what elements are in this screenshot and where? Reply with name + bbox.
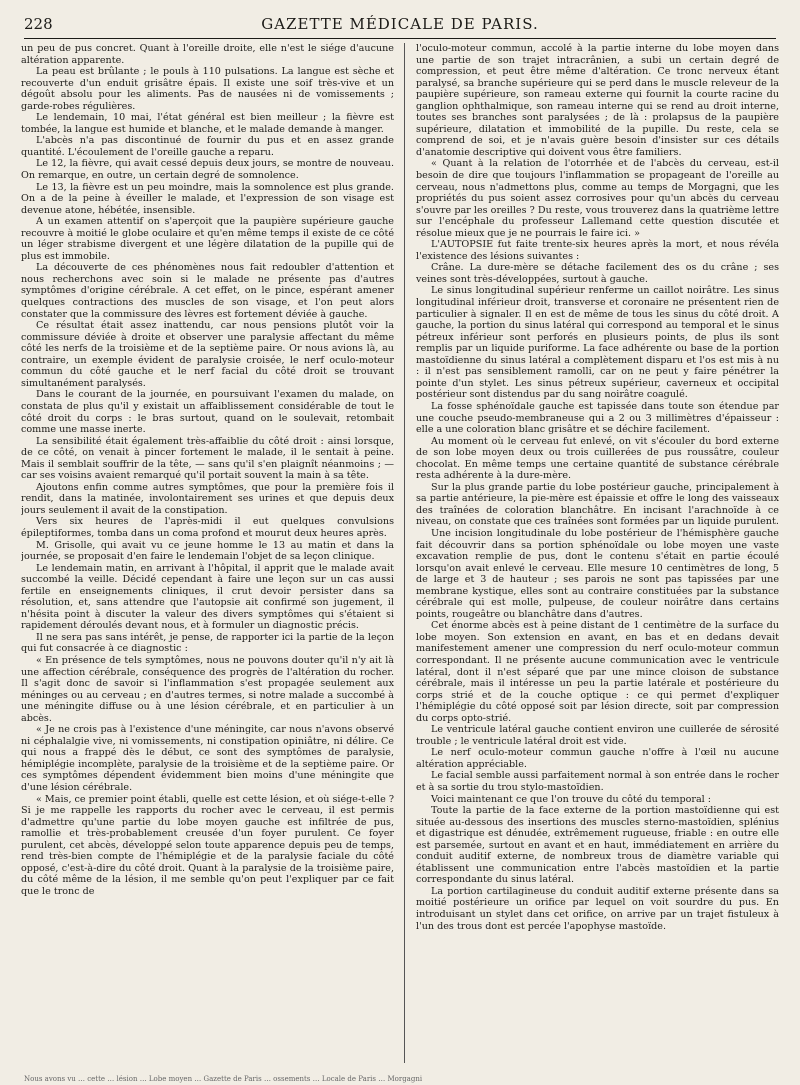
paragraph: La portion cartilagineuse du conduit auditif externe présente dans sa moitié postérieure un orifice par lequel on voit sourdre du pus. En introduisant un stylet dans cet orifice, on arrive par un trajet fistuleux à l'un des trous dont est percée l'apophyse mastoïde. <box>416 885 779 932</box>
paragraph: La fosse sphénoïdale gauche est tapissée dans toute son étendue par une couche pseudo-membraneuse qui a 2 ou 3 millimètres d'épaisseur : elle a une coloration blanc grisâtre et se déchire facilement. <box>416 400 779 436</box>
paragraph: A un examen attentif on s'aperçoit que la paupière supérieure gauche recouvre à moitié le globe oculaire et qu'en même temps il existe de ce côté un léger strabisme divergent et une légère dilatation de la pupille qui de plus est immobile. <box>21 216 394 262</box>
header-rule <box>24 38 776 39</box>
paragraph: Sur la plus grande partie du lobe postérieur gauche, principalement à sa partie antérieure, la pie-mère est épaissie et offre le long des vaisseaux des traînées de coloration blanchâtre. En incisant l'arachnoïde à ce niveau, on constate que ces traînées sont formées par un liquide purulent. <box>416 481 779 528</box>
journal-title: GAZETTE MÉDICALE DE PARIS. <box>261 15 539 33</box>
left-column <box>21 43 394 1073</box>
paragraph: M. Grisolle, qui avait vu ce jeune homme le 13 au matin et dans la journée, se proposait d'en faire le lendemain l'objet de sa leçon clinique. <box>21 539 394 563</box>
paragraph: Ce résultat était assez inattendu, car nous pensions plutôt voir la commissure déviée à droite et observer une paralysie affectant du même côté les nerfs de la troisième et de la septième paire. Or nous avions là, au contraire, un exemple évident de paralysie croisée, le nerf oculo-moteur commun du côté gauche et le nerf facial du côté droit se trouvant simultanément paralysés. <box>21 320 394 389</box>
paragraph: Toute la partie de la face externe de la portion mastoïdienne qui est située au-dessous des insertions des muscles sterno-mastoïdien, splénius et digastrique est dénudée, extrêmement rugueuse, friable : en outre elle est parsemée, surtout en avant et en haut, immédiatement en arrière du conduit auditif externe, de nombreux trous de diamètre variable qui établissent une communication entre l'abcès mastoïdien et la partie correspondante du sinus latéral. <box>416 805 779 886</box>
paragraph: Vers six heures de l'après-midi il eut quelques convulsions épileptiformes, tomba dans un coma profond et mourut deux heures après. <box>21 516 394 539</box>
paragraph: Ajoutons enfin comme autres symptômes, que pour la première fois il rendit, dans la matinée, involontairement ses urines et que depuis deux jours seulement il avait de la constipation. <box>21 481 394 516</box>
paragraph: « Mais, ce premier point établi, quelle est cette lésion, et où siége-t-elle ? Si je me rappelle les rapports du rocher avec le cerveau, il est permis d'admettre qu'une partie du lobe moyen gauche est infiltrée de pus, ramollie et très-probablement creusée d'un foyer purulent. Ce foyer purulent, cet abcès, développé selon toute apparence depuis peu de temps, rend très-bien compte de l'hémiplégie et de la paralysie faciale du côté opposé, c'est-à-dire du côté droit. Quant à la paralysie de la troisième paire, du côté même de la lésion, il me semble qu'on peut l'expliquer par ce fait que le tronc de <box>21 793 394 897</box>
paragraph: La sensibilité était également très-affaiblie du côté droit : ainsi lorsque, de ce côté, on venait à pincer fortement le malade, il le sentait à peine. Mais il semblait souffrir de la tête, — sans qu'il s'en plaignît néanmoins ; — car ses voisins avaient remarqué qu'il portait souvent la main à sa tête. <box>21 435 394 482</box>
paragraph: L'AUTOPSIE fut faite trente-six heures après la mort, et nous révéla l'existence des lésions suivantes : <box>416 239 779 262</box>
paragraph: Voici maintenant ce que l'on trouve du côté du temporal : <box>431 793 712 805</box>
paragraph: Crâne. La dure-mère se détache facilement des os du crâne ; ses veines sont très-développées, surtout à gauche. <box>416 262 779 285</box>
paragraph: « Je ne crois pas à l'existence d'une méningite, car nous n'avons observé ni céphalalgie vive, ni vomissements, ni constipation opiniâtre, ni délire. Ce qui nous a frappé dès le début, ce sont des symptômes de paralysie, hémiplégie incomplète, paralysie de la troisième et de la septième paire. Or ces symptômes dépendent évidemment bien moins d'une méningite que d'une lésion cérébrale. <box>21 724 394 793</box>
paragraph: « Quant à la relation de l'otorrhée et de l'abcès du cerveau, est-il besoin de dire que toujours l'inflammation se propageant de l'oreille au cerveau, nous n'admettons plus, comme au temps de Morgagni, que les propriétés du pus soient assez corrosives pour qu'un abcès du cerveau s'ouvre par les oreilles ? Du reste, vous trouverez dans la quatrième lettre sur l'encéphale du professeur Lallemand cette question discutée et résolue mieux que je ne pourrais le faire ici. » <box>416 158 779 239</box>
page-footer: Nous avons vu … cette … lésion … Lobe moyen … Gazette de Paris … ossements … Locale de Paris … Morgagni <box>24 1075 423 1083</box>
paragraph: Au moment où le cerveau fut enlevé, on vit s'écouler du bord externe de son lobe moyen deux ou trois cuillerées de pus roussâtre, couleur chocolat. En même temps une certaine quantité de substance cérébrale resta adhérente à la dure-mère. <box>416 435 779 482</box>
paragraph: L'abcès n'a pas discontinué de fournir du pus et en assez grande quantité. L'écoulement de l'oreille gauche a reparu. <box>21 135 394 158</box>
paragraph: Il ne sera pas sans intérêt, je pense, de rapporter ici la partie de la leçon qui fut consacrée à ce diagnostic : <box>21 631 394 655</box>
paragraph: Cet énorme abcès est à peine distant de 1 centimètre de la surface du lobe moyen. Son extension en avant, en bas et en dedans devait manifestement amener une compression du nerf oculo-moteur commun correspondant. Il ne présente aucune communication avec le ventricule latéral, dont il n'est séparé que par une mince cloison de substance cérébrale, mais il intéresse un peu la partie latérale et postérieure du corps strié et de la couche optique : ce qui permet d'expliquer l'hémiplégie du côté opposé soit par lésion directe, soit par compression du corps opto-strié. <box>416 620 779 724</box>
paragraph: l'oculo-moteur commun, accolé à la partie interne du lobe moyen dans une partie de son trajet intracrânien, a subi un certain degré de compression, et peut être même d'altération. Ce tronc nerveux étant paralysé, sa branche supérieure qui se perd dans le muscle releveur de la paupière supérieure, son rameau externe qui fournit la courte racine du ganglion ophthalmique, son rameau interne qui se rend au droit interne, toutes ses branches sont paralysées ; de là : prolapsus de la paupière supérieure, dilatation et immobilité de la pupille. Du reste, cela se comprend de soi, et je n'avais guère besoin d'insister sur ces détails d'anatomie descriptive qui doivent vous être familiers. <box>416 43 779 158</box>
paragraph: Le facial semble aussi parfaitement normal à son entrée dans le rocher et à sa sortie du trou stylo-mastoïdien. <box>416 770 779 793</box>
paragraph: Une incision longitudinale du lobe postérieur de l'hémisphère gauche fait découvrir dans sa portion sphénoïdale ou lobe moyen une vaste excavation remplie de pus, dont le contenu s'était en partie écoulé lorsqu'on avait enlevé le cerveau. Elle mesure 10 centimètres de long, 5 de large et 3 de hauteur ; ses parois ne sont pas tapissées par une membrane kystique, elles sont au contraire constituées par la substance cérébrale qui est molle, pulpeuse, de couleur noirâtre dans certains points, rougeâtre ou blanchâtre dans d'autres. <box>416 527 779 620</box>
paragraph: un peu de pus concret. Quant à l'oreille droite, elle n'est le siége d'aucune altération apparente. <box>21 43 394 66</box>
paragraph: Le 12, la fièvre, qui avait cessé depuis deux jours, se montre de nouveau. On remarque, en outre, un certain degré de somnolence. <box>21 158 394 182</box>
right-column <box>416 43 779 1073</box>
page-header <box>24 13 776 35</box>
paragraph: Le nerf oculo-moteur commun gauche n'offre à l'œil nu aucune altération appréciable. <box>416 747 779 770</box>
paragraph: La peau est brûlante ; le pouls à 110 pulsations. La langue est sèche et recouverte d'un enduit grisâtre épais. Il existe une soif très-vive et un dégoût absolu pour les aliments. Pas de nausées ni de vomissements ; garde-robes régulières. <box>21 66 394 112</box>
paragraph: La découverte de ces phénomènes nous fait redoubler d'attention et nous recherchons avec soin si le malade ne présente pas d'autres symptômes d'origine cérébrale. A cet effet, on le pince, espérant amener quelques contractions des muscles de son visage, et l'on peut alors constater que la commissure des lèvres est fortement déviée à gauche. <box>21 262 394 320</box>
column-divider <box>404 43 405 1063</box>
paragraph: Le ventricule latéral gauche contient environ une cuillerée de sérosité trouble ; le ventricule latéral droit est vide. <box>416 724 779 747</box>
paragraph: Le sinus longitudinal supérieur renferme un caillot noirâtre. Les sinus longitudinal inférieur droit, transverse et coronaire ne présentent rien de particulier à signaler. Il en est de même de tous les sinus du côté droit. A gauche, la portion du sinus latéral qui correspond au temporal et le sinus pétreux inférieur sont perforés en plusieurs points, de plus ils sont remplis par un liquide puriforme. La face adhérente ou base de la portion mastoïdienne du sinus latéral a complètement disparu et l'os est mis à nu : il n'est pas sensiblement ramolli, car on ne peut y faire pénétrer la pointe d'un stylet. Les sinus pétreux supérieur, caverneux et occipital postérieur sont distendus par du sang noirâtre coagulé. <box>416 285 779 401</box>
paragraph: Le lendemain matin, en arrivant à l'hôpital, il apprit que le malade avait succombé la veille. Décidé cependant à faire une leçon sur un cas aussi fertile en enseignements cliniques, il crut devoir persister dans sa résolution, et, sans attendre que l'autopsie ait confirmé son jugement, il n'hésita point à discuter la valeur des divers symptômes qui s'étaient si rapidement déroulés devant nous, et à formuler un diagnostic précis. <box>21 562 394 632</box>
paragraph: Dans le courant de la journée, en poursuivant l'examen du malade, on constata de plus qu'il y existait un affaiblissement considérable de tout le côté droit du corps : le bras surtout, quand on le soulevait, retombait comme une masse inerte. <box>21 389 394 436</box>
paragraph: Le 13, la fièvre est un peu moindre, mais la somnolence est plus grande. On a de la peine à éveiller le malade, et l'expression de son visage est devenue atone, hébétée, insensible. <box>21 181 394 216</box>
paragraph: Le lendemain, 10 mai, l'état général est bien meilleur ; la fièvre est tombée, la langue est humide et blanche, et le malade demande à manger. <box>21 112 394 135</box>
paragraph: « En présence de tels symptômes, nous ne pouvons douter qu'il n'y ait là une affection cérébrale, conséquence des progrès de l'altération du rocher. Il s'agit donc de savoir si l'inflammation s'est propagée seulement aux méninges ou au cerveau ; en d'autres termes, si notre malade a succombé à une méningite diffuse ou à une lésion cérébrale, et en particulier à un abcès. <box>21 654 394 724</box>
page-number: 228 <box>24 15 53 33</box>
